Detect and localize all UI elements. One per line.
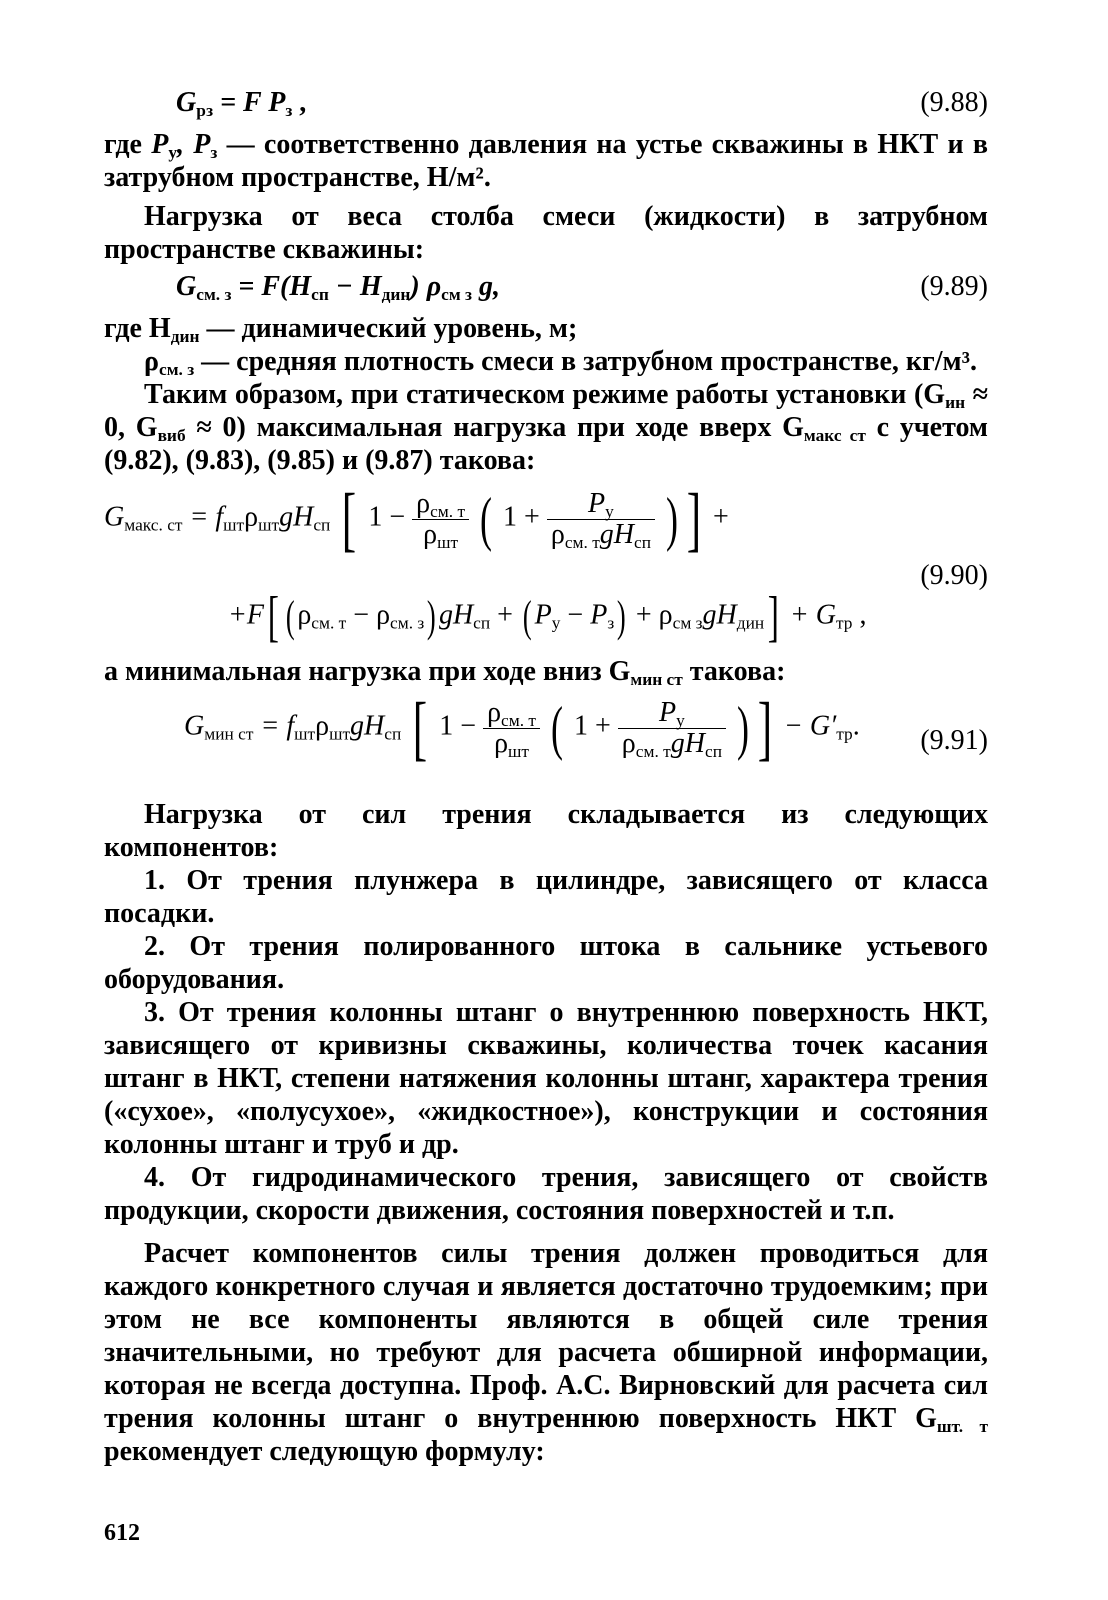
paragraph: $\rho_{см. з}$ — средняя плотность смеси в затрубном пространстве, кг/м³. <box>144 346 978 379</box>
paragraph: Нагрузка от сил трения складывается из следующих компонентов: <box>104 799 988 863</box>
fraction: $\frac{P_у}{\rho_{см. т}gH_{сп}}$ <box>618 698 726 759</box>
equation-9-91 <box>104 688 988 788</box>
formula: $G_{рз} = F$ $P_з$ , <box>176 87 307 120</box>
fraction: $\frac{P_у}{\rho_{см. т}gH_{сп}}$ <box>547 489 655 550</box>
paragraph: Нагрузка от веса столба смеси (жидкости) в затрубном пространстве скважины: <box>104 201 988 265</box>
fraction: $\frac{\rho_{см. т}}{\rho_{шт}}$ <box>412 489 469 550</box>
formula-line: $G_{мин ст} = f_{шт}\rho_{шт}gH_{сп}$ [ 1 − $\frac{\rho_{см. т}}{\rho_{шт}}$ ( 1 + $\frac{P_у}{\rho_{см. т}gH_{сп}}$ ) ] − $G'_{тр}$. <box>184 688 860 768</box>
paragraph: а минимальная нагрузка при ходе вниз $G_{мин ст}$ такова: <box>104 656 786 689</box>
equation-number: (9.89) <box>920 271 988 302</box>
page-content <box>104 82 988 1468</box>
list-item: 4. От гидродинамического трения, зависящего от свойств продукции, скорости движения, состояния поверхностей и т.п. <box>104 1162 988 1226</box>
list-item: 2. От трения полированного штока в сальнике устьевого оборудования. <box>104 931 988 995</box>
paragraph: Расчет компонентов силы трения должен проводиться для каждого конкретного случая и является достаточно трудоемким; при этом не все компоненты являются в общей силе трения значительными, но требуют для расчета обширной информации, которая не всегда доступна. Проф. А.С. Вирновский для расчета сил трения колонны штанг о внутреннюю поверхность НКТ $G_{шт. т}$ рекомендует следующую формулу: <box>104 1238 988 1467</box>
formula: $G_{см. з} = F(H_{сп} - H_{дин})$ $\rho_{см з}$ g, <box>176 271 501 304</box>
equation-9-89 <box>104 266 988 312</box>
paragraph: Таким образом, при статическом режиме работы установки ($G_{ин} \approx 0$, $G_{виб} \approx 0$) максимальная нагрузка при ходе вверх $G_{макс ст}$ с учетом (9.82), (9.83), (9.85) и (9.87) такова: <box>104 379 989 476</box>
list-item: 1. От трения плунжера в цилиндре, зависящего от класса посадки. <box>104 865 988 929</box>
formula-line-1: $G_{макс. ст} = f_{шт}\rho_{шт}gH_{сп}$ [ 1 − $\frac{\rho_{см. т}}{\rho_{шт}}$ ( 1 + $\frac{P_у}{\rho_{см. т}gH_{сп}}$ ) ] + <box>104 479 729 559</box>
equation-number: (9.91) <box>920 725 988 756</box>
fraction: $\frac{\rho_{см. т}}{\rho_{шт}}$ <box>483 698 540 759</box>
equation-number: (9.88) <box>920 87 988 118</box>
list-item: 3. От трения колонны штанг о внутреннюю поверхность НКТ, зависящего от кривизны скважины, количества точек касания штанг в НКТ, степени натяжения колонны штанг, характера трения («сухое», «полусухое», «жидкостное»), конструкции и состояния колонны штанг и труб и др. <box>104 997 988 1160</box>
paragraph: где $H_{дин}$ — динамический уровень, м; <box>104 313 578 346</box>
formula-line-2: +F[ ( $\rho_{см. т} - \rho_{см. з}$) $gH_{сп}$ + ( $P_у - P_з) + \rho_{см з}gH_{дин}] + G_{тр}$ , <box>228 586 867 648</box>
page-number: 612 <box>104 1520 140 1546</box>
equation-9-90 <box>104 477 988 655</box>
equation-number: (9.90) <box>920 560 988 591</box>
equation-9-88 <box>104 82 988 128</box>
paragraph: где $P_у$, $P_з$ — соответственно давления на устье скважины в НКТ и в затрубном пространстве, Н/м². <box>104 129 988 193</box>
